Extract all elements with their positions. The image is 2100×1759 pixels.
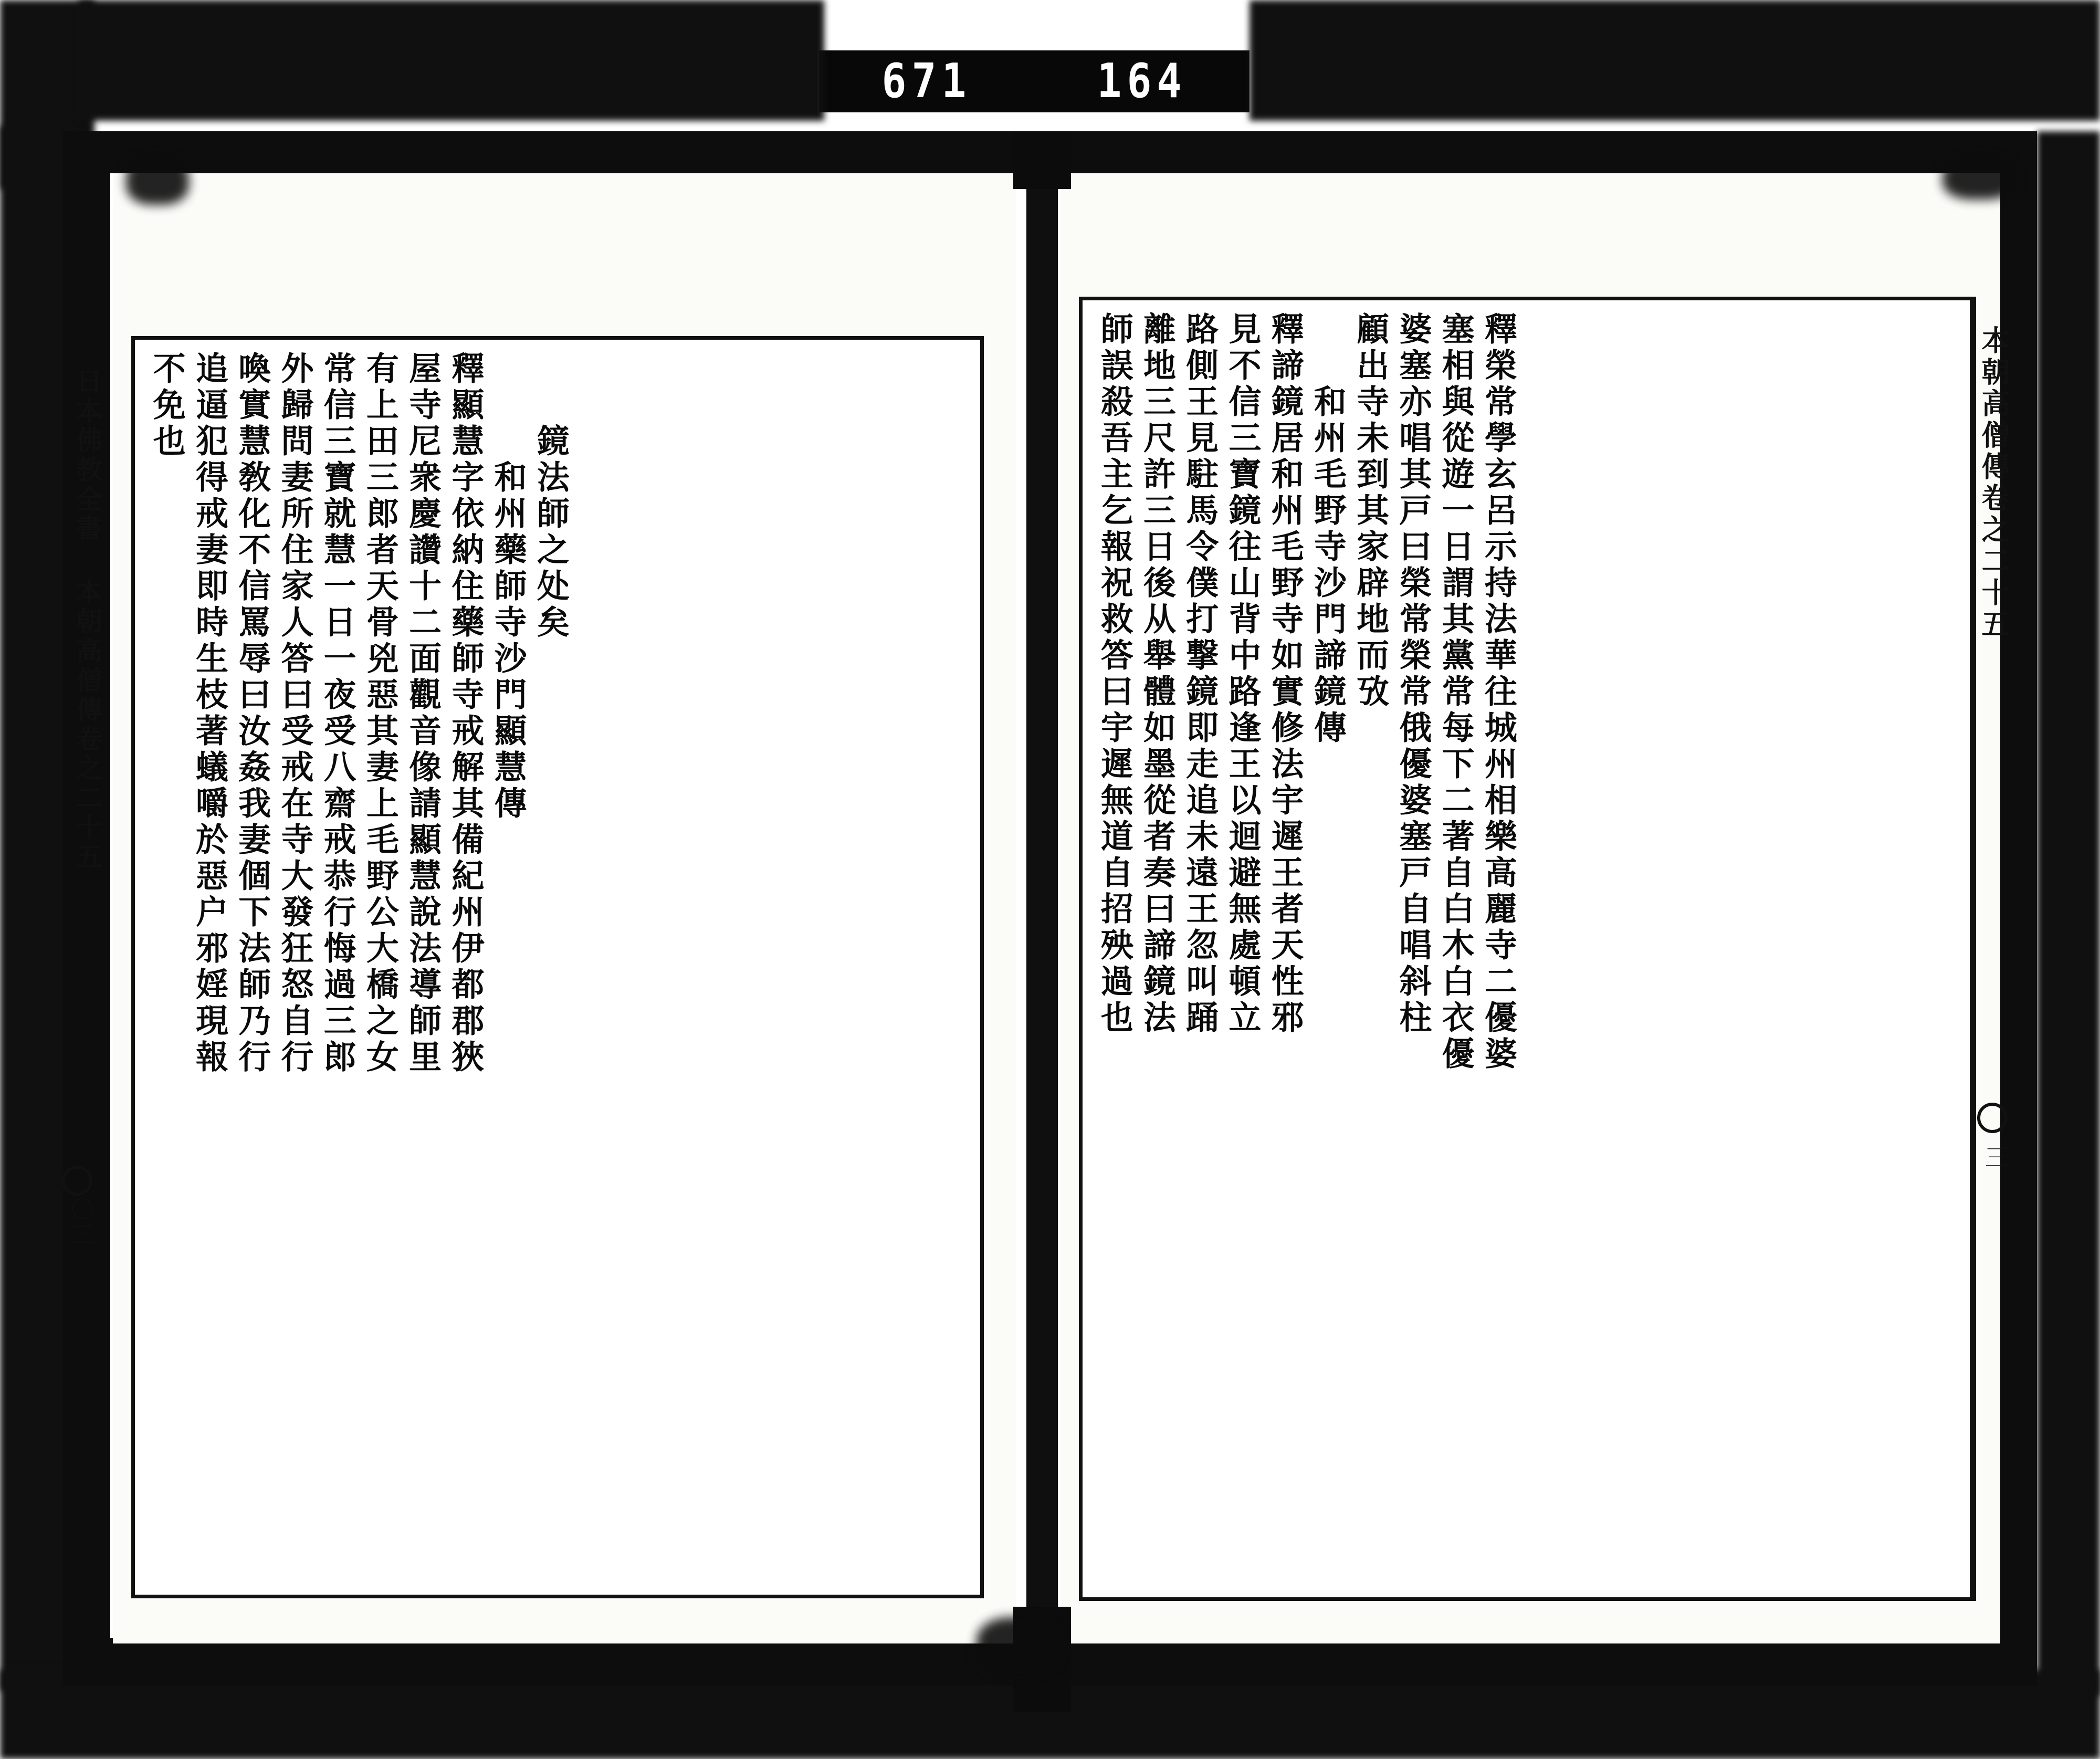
scan-edge-top-center: [79, 0, 824, 121]
running-title: 本朝高僧傳卷之二十五: [1977, 326, 2011, 641]
circle-mark-left: [62, 1166, 92, 1196]
text-column-section-title: 和州毛野寺沙門諦鏡傳: [1308, 312, 1347, 747]
microfilm-frame-header: [819, 50, 1250, 112]
text-column-chapter-end: 鏡法師之处矣: [531, 351, 570, 641]
scan-artifact: [126, 158, 189, 205]
spine-page-mark: 〇三: [67, 1197, 93, 1248]
book-frame-left: [63, 131, 110, 1685]
text-column: 屋寺尼衆慶讚十二面觀音像請顯慧說法導師里: [403, 351, 442, 1076]
book-gutter: [1026, 131, 1058, 1685]
text-column: 不免也: [148, 351, 186, 460]
scan-edge-top-right: [1250, 0, 2100, 121]
text-column: 追逼犯得戒妻即時生枝著蟻嚼於惡户邪婬現報: [190, 351, 229, 1076]
frame-number-right: 164: [1097, 54, 1187, 109]
text-column: 顧出寺未到其家辟地而攷: [1351, 312, 1390, 710]
text-column: 釋顯慧字依納住藥師寺戒解其備紀州伊都郡狹: [446, 351, 485, 1076]
text-frame-right: [1079, 297, 1976, 1601]
text-column: 路側王見駐馬令僕打撃鏡即走追未遠王忽叫踊: [1180, 312, 1219, 1036]
text-column: 婆塞亦唱其戸曰榮常榮常俄優婆塞戸自唱斜柱: [1393, 312, 1432, 1036]
text-column: 見不信三寶鏡往山背中路逢王以迴避無處頓立: [1223, 312, 1262, 1036]
scan-edge-right: [2037, 131, 2100, 1696]
text-column-section-title: 和州藥師寺沙門顯慧傳: [489, 351, 528, 822]
text-column: 離地三尺許三日後从舉體如墨從者奏曰諦鏡法: [1138, 312, 1177, 1036]
text-column: 塞相與從遊一日謂其黨常每下二著自白木白衣優: [1436, 312, 1475, 1073]
scan-artifact: [1942, 158, 2016, 200]
gutter-tab-top: [1013, 131, 1071, 189]
text-frame-left: [131, 336, 984, 1598]
frame-number-left: 671: [881, 54, 972, 109]
text-column: 師誤殺吾主乞報祝救答曰宇遲無道自招殃過也: [1095, 312, 1134, 1036]
circle-mark-right: [1977, 1103, 2008, 1133]
text-column: 釋榮常學玄呂示持法華往城州相樂高麗寺二優婆: [1479, 312, 1518, 1073]
folio-number: 三: [1981, 1145, 2010, 1171]
text-columns-left: [145, 351, 572, 1569]
scan-artifact: [976, 1617, 1060, 1675]
text-column: 常信三寶就慧一日一夜受八齋戒恭行悔過三郎: [318, 351, 357, 1076]
text-column: 喚實慧敎化不信罵辱曰汝姦我妻個下法師乃行: [233, 351, 271, 1076]
spine-label: 日本佛教全書 本朝高僧傳卷之二十五: [72, 368, 103, 872]
text-column: 有上田三郎者天骨兇惡其妻上毛野公大橋之女: [361, 351, 400, 1076]
text-column: 外歸問妻所住家人答曰受戒在寺大發狂怒自行: [275, 351, 314, 1076]
text-columns-right: [1093, 312, 1519, 1572]
text-column: 釋諦鏡居和州毛野寺如實修法宇遲王者天性邪: [1266, 312, 1305, 1036]
